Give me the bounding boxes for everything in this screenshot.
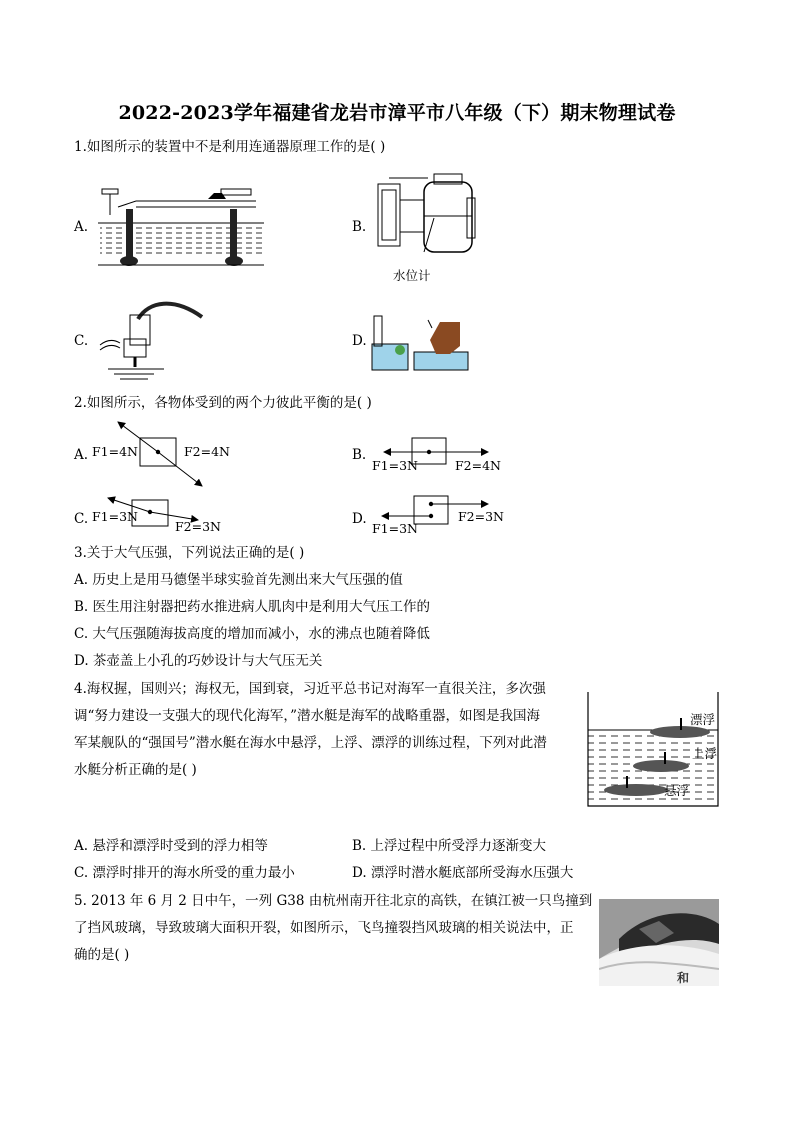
q2-d-f1-label: F1=3N [372, 521, 418, 536]
q3-option-d: D. 茶壶盖上小孔的巧妙设计与大气压无关 [74, 653, 323, 669]
question-1-stem: 1.如图所示的装置中不是利用连通器原理工作的是( ) [74, 139, 386, 155]
q4-stem-line-4: 水艇分析正确的是( ) [74, 762, 197, 778]
q5-stem-line-2: 了挡风玻璃，导致玻璃大面积开裂，如图所示，飞鸟撞裂挡风玻璃的相关说法中，正 [74, 920, 574, 936]
q2-option-b-label: B. [352, 447, 367, 463]
q3-option-c: C. 大气压强随海拔高度的增加而减小，水的沸点也随着降低 [74, 626, 430, 642]
q1-figure-a-canal [96, 185, 266, 270]
q5-photo-text: 和 [677, 971, 690, 985]
q4-label-float: 漂浮 [690, 712, 716, 727]
q4-label-rise: 上浮 [692, 746, 718, 761]
question-2-stem: 2.如图所示，各物体受到的两个力彼此平衡的是( ) [74, 395, 372, 411]
q2-b-f1-label: F1=3N [372, 458, 418, 473]
q4-stem-line-3: 军某舰队的“强国号”潜水艇在海水中悬浮，上浮、漂浮的训练过程，下列对此潜 [74, 735, 547, 751]
q1-option-c-label: C. [74, 333, 89, 349]
q1-figure-c-pump [94, 295, 209, 380]
q1-option-b-label: B. [352, 219, 367, 235]
q1-option-a-label: A. [74, 219, 89, 235]
q1-figure-d-feeder [370, 300, 470, 375]
question-3-stem: 3.关于大气压强，下列说法正确的是( ) [74, 545, 305, 561]
q2-c-f2-label: F2=3N [175, 519, 221, 534]
q2-option-d-label: D. [352, 511, 367, 527]
q5-photo-train-windshield [599, 899, 719, 986]
q4-stem-line-1: 4.海权握，国则兴；海权无，国到衰，习近平总书记对海军一直很关注，多次强 [74, 681, 546, 697]
q2-option-a-label: A. [74, 447, 89, 463]
q5-stem-line-1: 5. 2013 年 6 月 2 日中午，一列 G38 由杭州南开往北京的高铁，在镇江被一只鸟撞到 [74, 893, 593, 909]
q4-option-b: B. 上浮过程中所受浮力逐渐变大 [352, 838, 547, 854]
q4-option-a: A. 悬浮和漂浮时受到的浮力相等 [74, 838, 268, 854]
q3-option-a: A. 历史上是用马德堡半球实验首先测出来大气压强的值 [74, 572, 403, 588]
q2-d-f2-label: F2=3N [458, 509, 504, 524]
q4-stem-line-2: 调“努力建设一支强大的现代化海军，”潜水艇是海军的战略重器，如图是我国海 [74, 708, 541, 724]
q2-c-f1-label: F1=3N [92, 509, 138, 524]
q3-option-b: B. 医生用注射器把药水推进病人肌肉中是利用大气压工作的 [74, 599, 431, 615]
q2-a-f2-label: F2=4N [184, 444, 230, 459]
q1-figure-b-caption: 水位计 [393, 268, 431, 283]
q4-option-d: D. 漂浮时潜水艇底部所受海水压强大 [352, 865, 574, 881]
q1-figure-b-boiler [372, 170, 492, 255]
q5-stem-line-3: 确的是( ) [74, 947, 130, 963]
q2-option-c-label: C. [74, 511, 89, 527]
q1-option-d-label: D. [352, 333, 367, 349]
q2-b-f2-label: F2=4N [455, 458, 501, 473]
q4-option-c: C. 漂浮时排开的海水所受的重力最小 [74, 865, 295, 881]
q4-label-suspend: 悬浮 [664, 783, 690, 798]
q2-a-f1-label: F1=4N [92, 444, 138, 459]
page-title: 2022-2023学年福建省龙岩市漳平市八年级（下）期末物理试卷 [118, 102, 676, 124]
